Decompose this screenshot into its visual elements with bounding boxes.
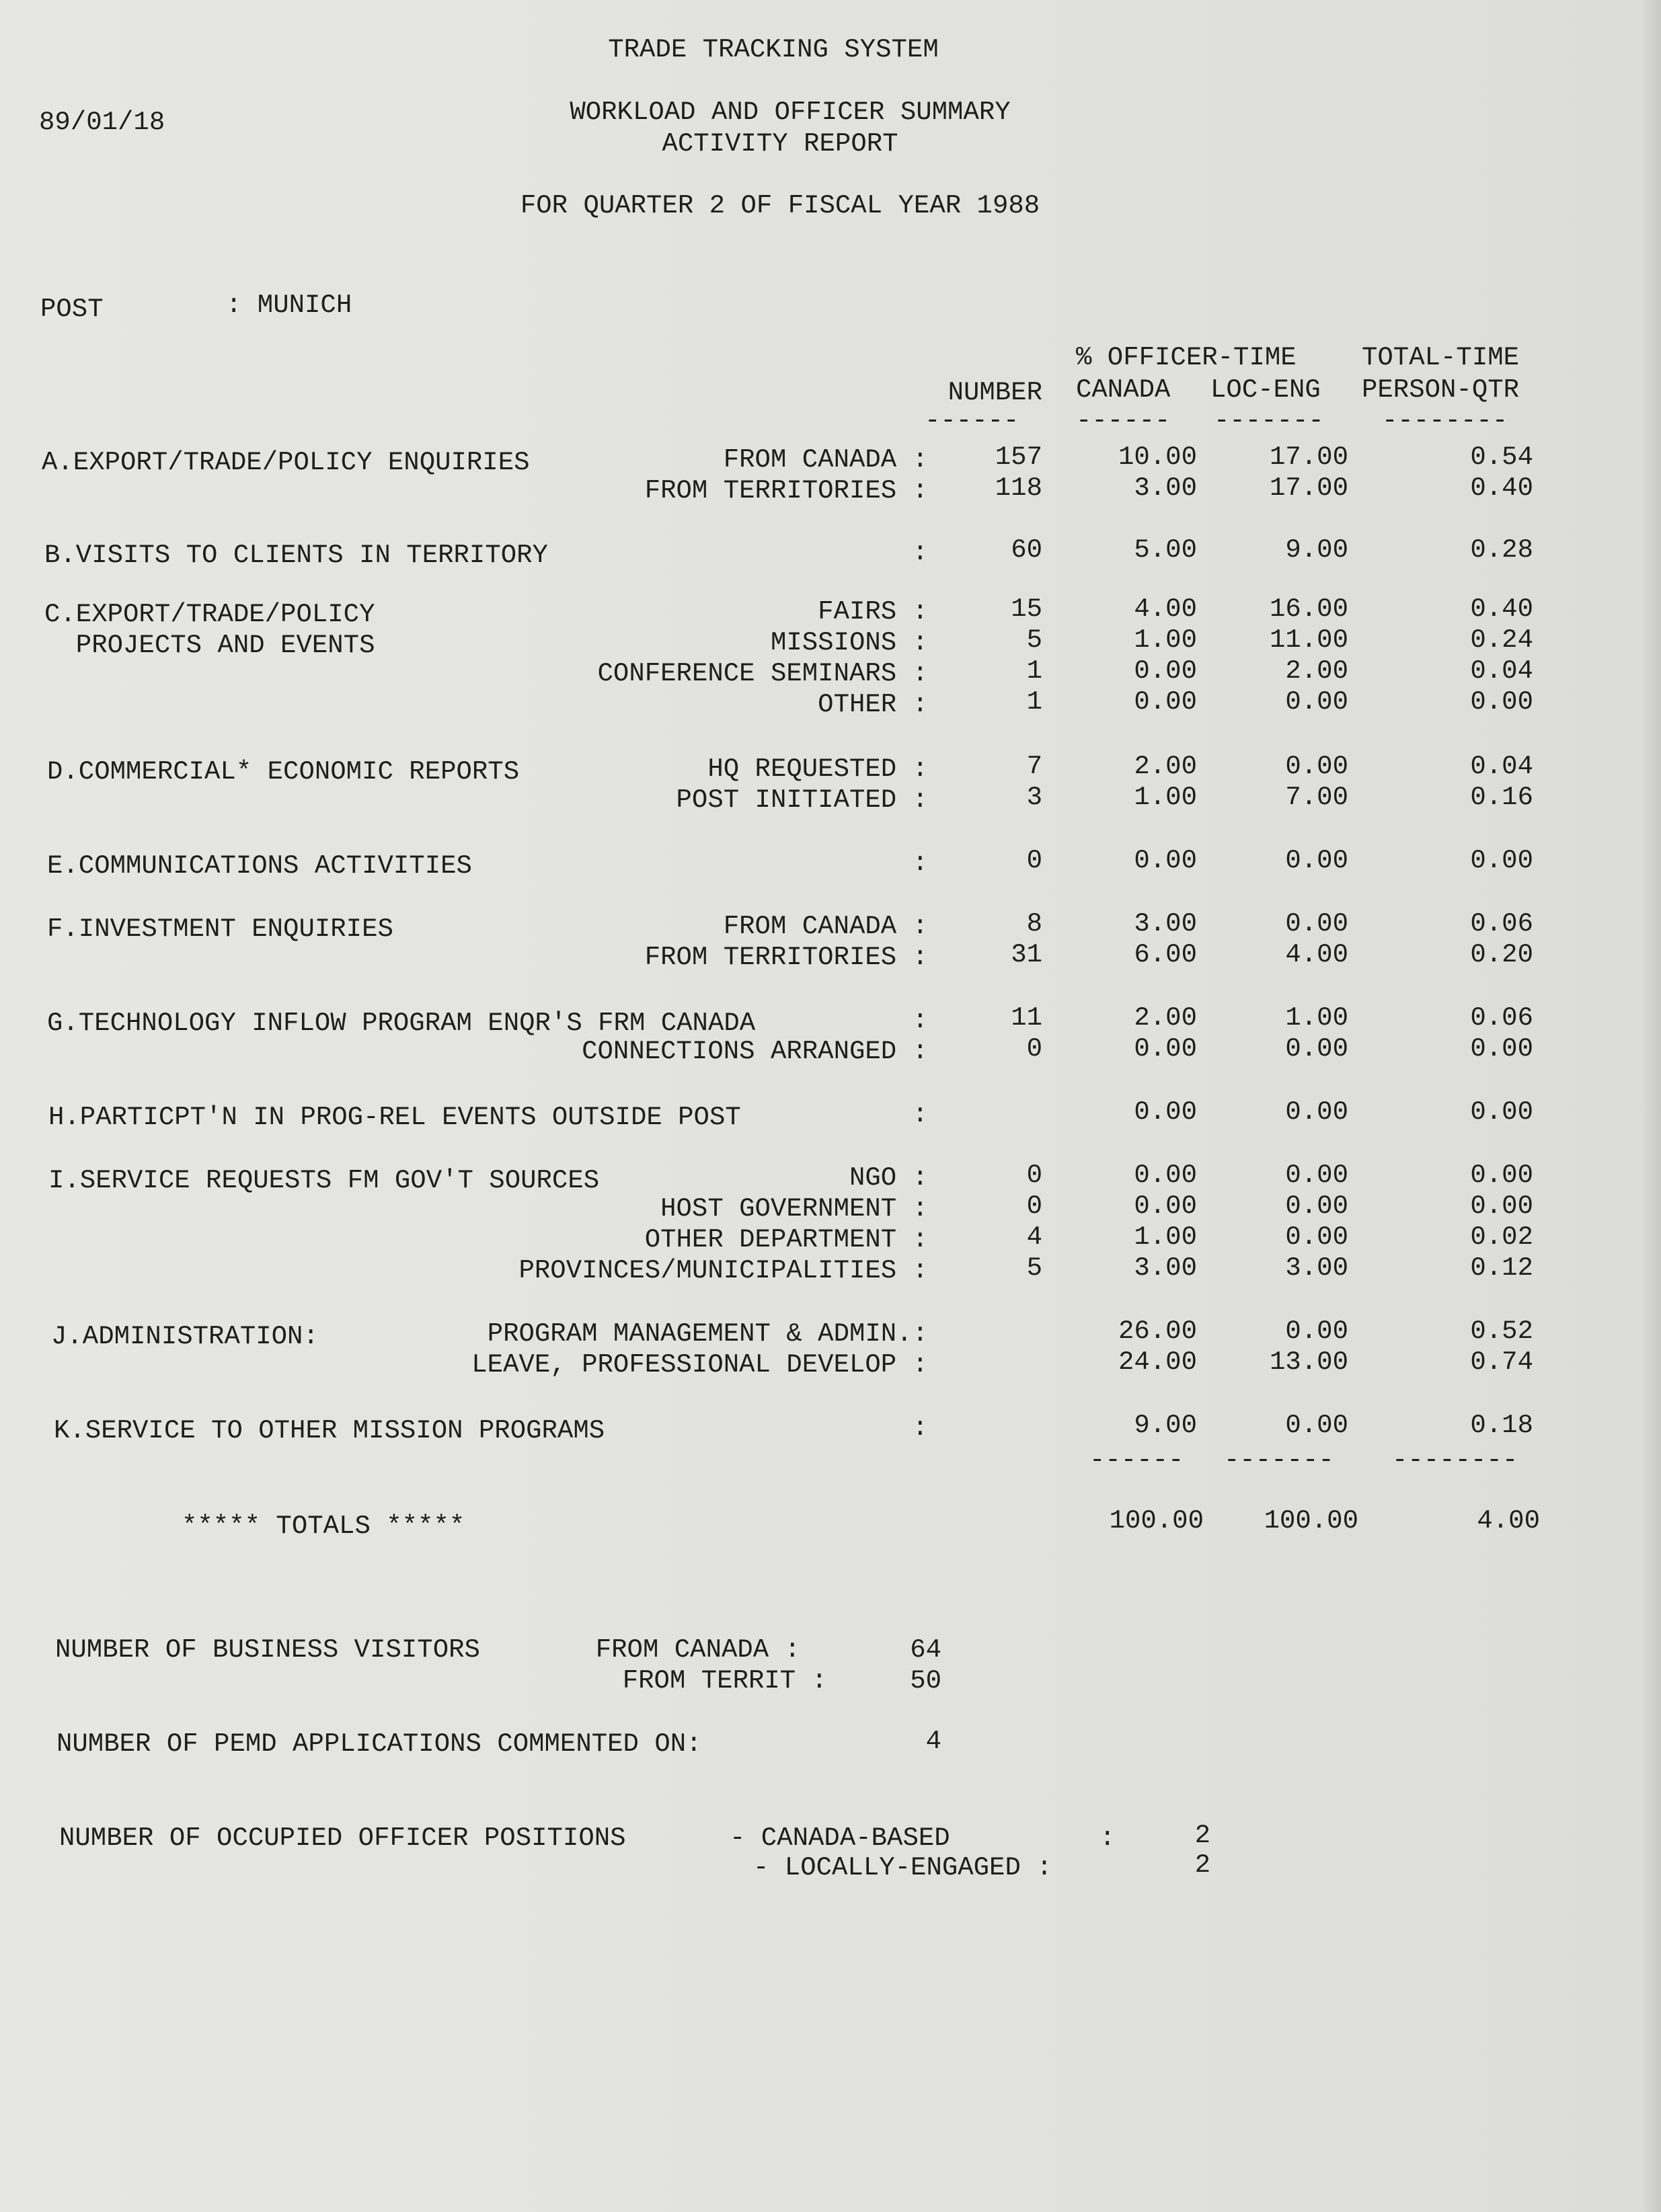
row-loc-eng: 0.00: [1285, 1097, 1348, 1127]
row-canada: 0.00: [1134, 1097, 1197, 1127]
totals-underline-canada: ------: [1089, 1446, 1184, 1475]
row-loc-eng: 1.00: [1285, 1003, 1348, 1033]
row-subcategory: MISSIONS :: [770, 628, 928, 658]
visitors-from-territ-value: 50: [910, 1666, 941, 1696]
row-canada: 0.00: [1134, 1160, 1197, 1190]
row-person-qtr: 0.04: [1470, 656, 1533, 686]
occupied-positions-label: NUMBER OF OCCUPIED OFFICER POSITIONS: [59, 1823, 626, 1853]
row-person-qtr: 0.20: [1470, 940, 1533, 970]
col-header-person-qtr: PERSON-QTR: [1362, 375, 1520, 405]
totals-person-qtr: 4.00: [1477, 1506, 1540, 1536]
row-number: 0: [1026, 846, 1042, 875]
row-loc-eng: 0.00: [1285, 909, 1348, 939]
row-person-qtr: 0.00: [1470, 1097, 1533, 1127]
row-canada: 1.00: [1134, 1222, 1197, 1252]
visitors-from-canada-value: 64: [910, 1635, 941, 1665]
row-person-qtr: 0.12: [1470, 1253, 1533, 1283]
totals-label: ***** TOTALS *****: [182, 1511, 465, 1541]
canada-based-colon: :: [1099, 1823, 1116, 1853]
row-subcategory: PROGRAM MANAGEMENT & ADMIN.:: [487, 1319, 928, 1349]
row-person-qtr: 0.40: [1470, 473, 1533, 503]
report-period: FOR QUARTER 2 OF FISCAL YEAR 1988: [520, 191, 1040, 221]
row-category: J.ADMINISTRATION:: [51, 1322, 319, 1351]
col-underline-person-qtr: --------: [1382, 406, 1508, 436]
row-category: B.VISITS TO CLIENTS IN TERRITORY: [44, 541, 548, 570]
row-canada: 2.00: [1134, 752, 1197, 781]
row-canada: 0.00: [1134, 846, 1197, 875]
row-loc-eng: 17.00: [1269, 473, 1348, 503]
row-number: 0: [1026, 1160, 1042, 1190]
row-subcategory: OTHER DEPARTMENT :: [644, 1225, 928, 1255]
business-visitors-label: NUMBER OF BUSINESS VISITORS: [55, 1635, 480, 1665]
row-subcategory: :: [912, 1100, 928, 1130]
row-category: K.SERVICE TO OTHER MISSION PROGRAMS: [54, 1416, 605, 1446]
row-number: 15: [1011, 594, 1042, 624]
totals-loc-eng: 100.00: [1264, 1506, 1358, 1536]
row-person-qtr: 0.06: [1470, 1003, 1533, 1033]
row-loc-eng: 0.00: [1285, 752, 1348, 781]
row-canada: 10.00: [1118, 442, 1197, 472]
row-person-qtr: 0.00: [1470, 1034, 1533, 1064]
row-number: 5: [1026, 625, 1042, 655]
col-underline-canada: ------: [1076, 406, 1171, 436]
row-number: 3: [1026, 783, 1042, 812]
row-canada: 1.00: [1134, 783, 1197, 812]
row-subcategory: :: [912, 1413, 928, 1443]
row-loc-eng: 16.00: [1269, 594, 1348, 624]
col-header-number: NUMBER: [948, 378, 1042, 407]
row-loc-eng: 13.00: [1269, 1347, 1348, 1377]
row-subcategory: CONFERENCE SEMINARS :: [597, 659, 928, 688]
row-canada: 26.00: [1118, 1316, 1197, 1346]
post-label: POST: [40, 294, 104, 324]
row-canada: 3.00: [1134, 1253, 1197, 1283]
row-number: 0: [1026, 1191, 1042, 1221]
locally-engaged-label: - LOCALLY-ENGAGED :: [753, 1853, 1052, 1883]
row-number: 60: [1011, 535, 1042, 565]
row-category: PROJECTS AND EVENTS: [44, 631, 375, 660]
report-subtitle: ACTIVITY REPORT: [662, 129, 898, 159]
col-header-loc-eng: LOC-ENG: [1210, 375, 1321, 405]
row-canada: 2.00: [1134, 1003, 1197, 1033]
row-loc-eng: 0.00: [1285, 1411, 1348, 1440]
row-loc-eng: 0.00: [1285, 1160, 1348, 1190]
row-category: D.COMMERCIAL* ECONOMIC REPORTS: [47, 757, 520, 787]
row-person-qtr: 0.00: [1470, 846, 1533, 875]
row-canada: 5.00: [1134, 535, 1197, 565]
canada-based-label: - CANADA-BASED: [730, 1823, 950, 1853]
col-underline-number: ------: [925, 406, 1019, 436]
row-subcategory: :: [912, 538, 928, 567]
row-loc-eng: 0.00: [1285, 1222, 1348, 1252]
post-value: : MUNICH: [226, 290, 352, 320]
row-loc-eng: 9.00: [1285, 535, 1348, 565]
page-edge-shadow: [1644, 0, 1661, 2212]
row-category: A.EXPORT/TRADE/POLICY ENQUIRIES: [42, 448, 530, 477]
row-canada: 0.00: [1134, 656, 1197, 686]
totals-underline-loc-eng: -------: [1224, 1446, 1334, 1475]
row-number: 5: [1026, 1253, 1042, 1283]
row-person-qtr: 0.74: [1470, 1347, 1533, 1377]
row-number: 7: [1026, 752, 1042, 781]
totals-canada: 100.00: [1109, 1506, 1204, 1536]
col-header-officer-time: % OFFICER-TIME: [1076, 343, 1297, 372]
row-canada: 9.00: [1134, 1411, 1197, 1440]
row-subcategory: OTHER :: [818, 690, 928, 719]
row-number: 31: [1011, 940, 1042, 970]
locally-engaged-value: 2: [1194, 1850, 1210, 1880]
row-subcategory: FROM CANADA :: [723, 445, 928, 475]
row-subcategory: FROM TERRITORIES :: [644, 476, 928, 506]
row-loc-eng: 4.00: [1285, 940, 1348, 970]
row-loc-eng: 17.00: [1269, 442, 1348, 472]
visitors-from-canada-label: FROM CANADA :: [595, 1635, 800, 1665]
row-loc-eng: 0.00: [1285, 846, 1348, 875]
row-person-qtr: 0.04: [1470, 752, 1533, 781]
row-loc-eng: 0.00: [1285, 687, 1348, 717]
row-number: 11: [1011, 1003, 1042, 1033]
row-number: 0: [1026, 1034, 1042, 1064]
row-loc-eng: 2.00: [1285, 656, 1348, 686]
row-category: F.INVESTMENT ENQUIRIES: [47, 914, 393, 944]
row-number: 157: [995, 442, 1042, 472]
row-person-qtr: 0.00: [1470, 1160, 1533, 1190]
row-subcategory: FROM CANADA :: [723, 912, 928, 941]
row-loc-eng: 7.00: [1285, 783, 1348, 812]
row-canada: 6.00: [1134, 940, 1197, 970]
row-number: 1: [1026, 656, 1042, 686]
row-canada: 4.00: [1134, 594, 1197, 624]
row-subcategory: POST INITIATED :: [676, 785, 928, 815]
row-subcategory: NGO :: [849, 1163, 928, 1193]
row-number: 4: [1026, 1222, 1042, 1252]
row-loc-eng: 0.00: [1285, 1034, 1348, 1064]
report-title: WORKLOAD AND OFFICER SUMMARY: [570, 97, 1011, 127]
row-person-qtr: 0.54: [1470, 442, 1533, 472]
visitors-from-territ-label: FROM TERRIT :: [622, 1666, 827, 1696]
row-loc-eng: 11.00: [1269, 625, 1348, 655]
row-loc-eng: 3.00: [1285, 1253, 1348, 1283]
row-subcategory: FAIRS :: [818, 597, 928, 627]
row-person-qtr: 0.00: [1470, 687, 1533, 717]
report-date: 89/01/18: [39, 108, 165, 137]
row-number: 118: [995, 473, 1042, 503]
row-person-qtr: 0.16: [1470, 783, 1533, 812]
row-subcategory: :: [912, 848, 928, 878]
row-loc-eng: 0.00: [1285, 1191, 1348, 1221]
row-canada: 0.00: [1134, 1191, 1197, 1221]
row-loc-eng: 0.00: [1285, 1316, 1348, 1346]
row-category: G.TECHNOLOGY INFLOW PROGRAM ENQR'S FRM CANADA: [47, 1009, 756, 1038]
col-header-canada: CANADA: [1076, 375, 1171, 405]
row-person-qtr: 0.24: [1470, 625, 1533, 655]
pemd-applications-label: NUMBER OF PEMD APPLICATIONS COMMENTED ON:: [56, 1729, 702, 1759]
row-canada: 0.00: [1134, 687, 1197, 717]
col-underline-loc-eng: -------: [1214, 406, 1324, 436]
row-canada: 24.00: [1118, 1347, 1197, 1377]
row-category: E.COMMUNICATIONS ACTIVITIES: [47, 851, 472, 881]
row-subcategory: :: [912, 1006, 928, 1035]
row-person-qtr: 0.18: [1470, 1411, 1533, 1440]
row-subcategory: LEAVE, PROFESSIONAL DEVELOP :: [471, 1350, 928, 1380]
row-subcategory: HQ REQUESTED :: [707, 754, 928, 784]
row-subcategory: CONNECTIONS ARRANGED :: [582, 1037, 928, 1066]
row-canada: 0.00: [1134, 1034, 1197, 1064]
row-subcategory: HOST GOVERNMENT :: [660, 1194, 928, 1224]
row-category: C.EXPORT/TRADE/POLICY: [44, 600, 375, 629]
row-person-qtr: 0.28: [1470, 535, 1533, 565]
row-canada: 1.00: [1134, 625, 1197, 655]
row-category: I.SERVICE REQUESTS FM GOV'T SOURCES: [48, 1166, 600, 1195]
row-person-qtr: 0.40: [1470, 594, 1533, 624]
row-canada: 3.00: [1134, 909, 1197, 939]
totals-underline-person-qtr: --------: [1392, 1446, 1518, 1475]
row-person-qtr: 0.06: [1470, 909, 1533, 939]
canada-based-value: 2: [1194, 1821, 1210, 1850]
row-person-qtr: 0.00: [1470, 1191, 1533, 1221]
col-header-total-time: TOTAL-TIME: [1362, 343, 1520, 372]
row-category: H.PARTICPT'N IN PROG-REL EVENTS OUTSIDE POST: [48, 1103, 741, 1132]
row-person-qtr: 0.02: [1470, 1222, 1533, 1252]
row-number: 1: [1026, 687, 1042, 717]
system-title: TRADE TRACKING SYSTEM: [608, 35, 939, 65]
row-subcategory: PROVINCES/MUNICIPALITIES :: [518, 1256, 928, 1286]
row-number: 8: [1026, 909, 1042, 939]
pemd-applications-value: 4: [925, 1727, 941, 1756]
row-person-qtr: 0.52: [1470, 1316, 1533, 1346]
row-canada: 3.00: [1134, 473, 1197, 503]
row-subcategory: FROM TERRITORIES :: [644, 943, 928, 972]
